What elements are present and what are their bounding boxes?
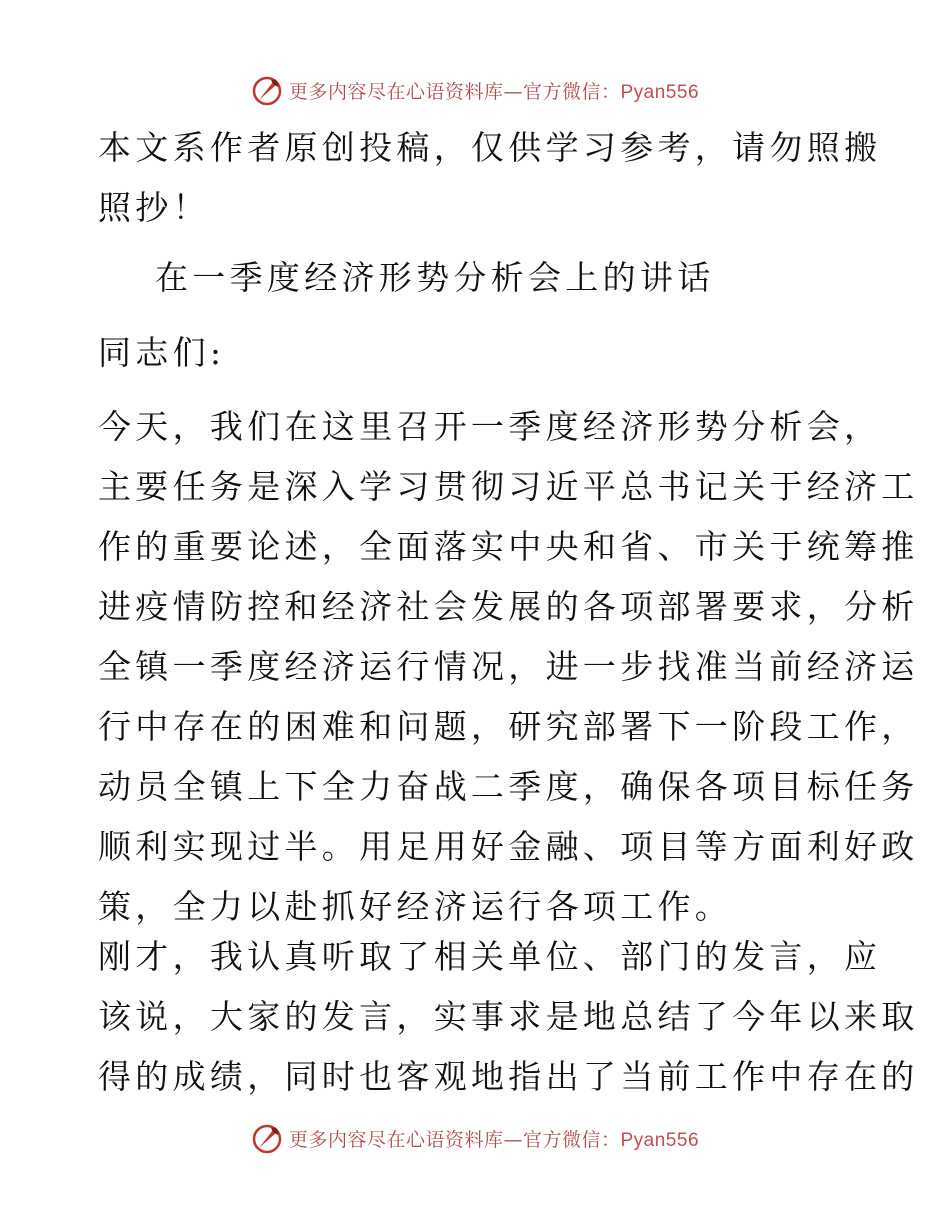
paragraph-line: 今天，我们在这里召开一季度经济形势分析会， <box>98 407 882 446</box>
banner-official: 官方微信： <box>522 1128 621 1151</box>
page-title <box>155 248 915 308</box>
paragraph-line: 进疫情防控和经济社会发展的各项部署要求，分析 <box>98 587 919 626</box>
banner-separator: — <box>503 80 523 103</box>
header-banner <box>0 70 950 110</box>
banner-text <box>289 1125 699 1152</box>
paragraph-line: 主要任务是深入学习贯彻习近平总书记关于经济工 <box>98 467 919 506</box>
quill-logo-icon <box>251 74 283 106</box>
paragraph-line: 刚才，我认真听取了相关单位、部门的发言，应 <box>98 937 882 976</box>
paragraph-1 <box>98 397 919 937</box>
notice-line: 照抄！ <box>98 188 210 227</box>
paragraph-line: 行中存在的困难和问题，研究部署下一阶段工作， <box>98 707 919 746</box>
quill-logo-icon <box>251 1122 283 1154</box>
banner-wechat-id: Pyan556 <box>620 81 700 103</box>
salutation-text: 同志们: <box>98 333 226 372</box>
paragraph-line: 策，全力以赴抓好经济运行各项工作。 <box>98 887 733 926</box>
paragraph-line: 顺利实现过半。用足用好金融、项目等方面利好政 <box>98 827 919 866</box>
paragraph-line: 得的成绩，同时也客观地指出了当前工作中存在的 <box>98 1057 919 1096</box>
paragraph-2 <box>98 927 919 1107</box>
banner-text <box>289 77 699 104</box>
notice-line: 本文系作者原创投稿，仅供学习参考，请勿照搬 <box>98 128 882 167</box>
banner-wechat-id: Pyan556 <box>620 1129 700 1151</box>
salutation <box>98 323 858 383</box>
paragraph-line: 作的重要论述，全面落实中央和省、市关于统筹推 <box>98 527 919 566</box>
banner-official: 官方微信： <box>522 80 621 103</box>
banner-main: 更多内容尽在心语资料库 <box>288 80 504 103</box>
footer-banner <box>0 1118 950 1158</box>
notice-paragraph <box>98 118 882 238</box>
paragraph-line: 该说，大家的发言，实事求是地总结了今年以来取 <box>98 997 919 1036</box>
paragraph-line: 动员全镇上下全力奋战二季度，确保各项目标任务 <box>98 767 919 806</box>
paragraph-line: 全镇一季度经济运行情况，进一步找准当前经济运 <box>98 647 919 686</box>
banner-separator: — <box>503 1128 523 1151</box>
title-text: 在一季度经济形势分析会上的讲话 <box>155 258 715 297</box>
banner-main: 更多内容尽在心语资料库 <box>288 1128 504 1151</box>
